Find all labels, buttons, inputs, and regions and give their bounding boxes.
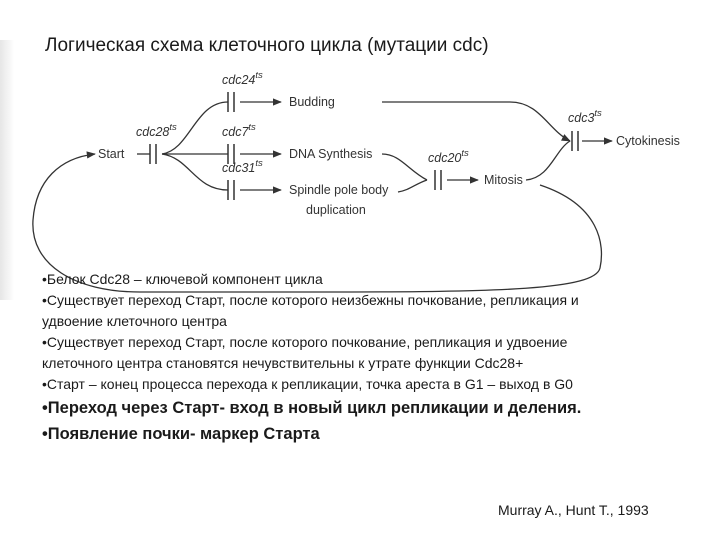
bullet-list: [42, 269, 702, 447]
bullet-line: клеточного центра становятся нечувствительны к утрате функции Cdc28+: [42, 355, 524, 371]
bullet-line: удвоение клеточного центра: [42, 313, 227, 329]
bullet-line: •Старт – конец процесса перехода к репликации, точка ареста в G1 – выход в G0: [42, 376, 573, 392]
slide-title: Логическая схема клеточного цикла (мутации cdc): [45, 35, 489, 56]
spb-label-line2: duplication: [306, 203, 366, 217]
bullet-line-bold: •Переход через Старт- вход в новый цикл репликации и деления.: [42, 399, 582, 417]
bullet-line: •Существует переход Старт, после которого почкование, репликация и удвоение: [42, 334, 568, 350]
bullet-line: •Существует переход Старт, после которого неизбежны почкование, репликация и: [42, 292, 579, 308]
start-label: Start: [98, 147, 125, 161]
spb-label-line1: Spindle pole body: [289, 183, 389, 197]
gene-cdc7-label: $cdc7^{ts}$: [222, 122, 256, 139]
gene-cdc24-label: $cdc24^{ts}$: [222, 70, 263, 87]
budding-label: Budding: [289, 95, 335, 109]
dna-synthesis-label: DNA Synthesis: [289, 147, 373, 161]
gene-cdc31-label: $cdc31^{ts}$: [222, 158, 263, 175]
dna-to-cdc20: [382, 154, 427, 180]
citation: Murray A., Hunt T., 1993: [498, 502, 649, 518]
bullet-line: •Белок Cdc28 – ключевой компонент цикла: [42, 271, 323, 287]
gene-cdc28-label: $cdc28^{ts}$: [136, 122, 177, 139]
mitosis-label: Mitosis: [484, 173, 523, 187]
mitosis-to-cdc3: [526, 141, 570, 180]
spb-to-cdc20: [398, 180, 427, 192]
budding-to-cdc3: [382, 102, 570, 141]
branch-to-spb: [162, 154, 228, 190]
cytokinesis-label: Cytokinesis: [616, 134, 680, 148]
gene-cdc3-label: $cdc3^{ts}$: [568, 108, 602, 125]
gene-cdc20-label: $cdc20^{ts}$: [428, 148, 469, 165]
bullet-line-bold: •Появление почки- маркер Старта: [42, 425, 320, 443]
